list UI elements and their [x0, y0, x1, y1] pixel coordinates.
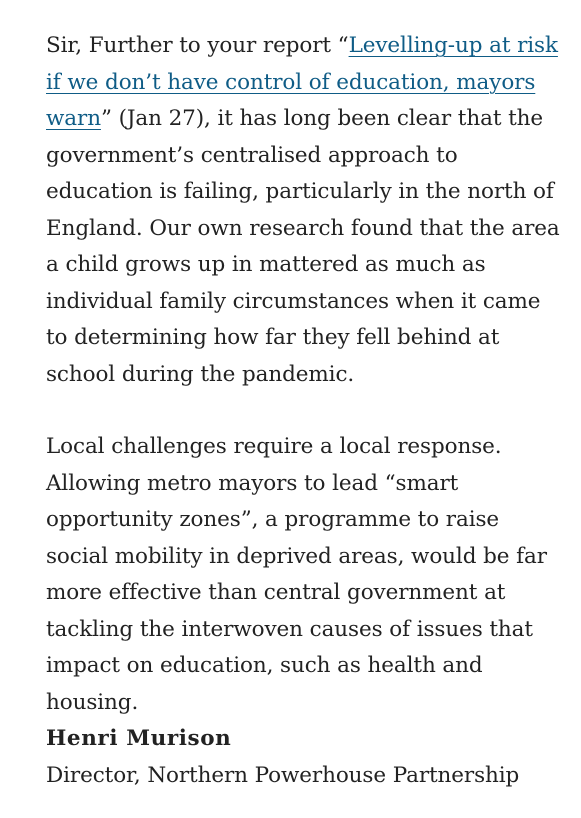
signature-title: Director, Northern Powerhouse Partnership	[46, 762, 520, 788]
paragraph-1-body: ” (Jan 27), it has long been clear that the government’s centralised approach to education is failing, particularly in the north of England. Our own research found that the area a child grows up in mattered as much as individual family circumstances when it came to determining how far they fell behind at school during the pandemic.	[46, 106, 560, 387]
article-link[interactable]: Levelling-up at risk if we don’t have control of education, mayors warn	[46, 33, 558, 131]
paragraph-2: Local challenges require a local response. Allowing metro mayors to lead “smart opportunity zones”, a programme to raise social mobility in deprived areas, would be far more effective than central government at tackling the interwoven causes of issues that impact on education, such as health and housing.	[46, 434, 547, 715]
paragraph-1-intro: Sir, Further to your report “	[46, 33, 349, 58]
letter-body	[46, 28, 566, 794]
paragraph-1	[46, 28, 566, 393]
signature-name: Henri Murison	[46, 726, 232, 751]
